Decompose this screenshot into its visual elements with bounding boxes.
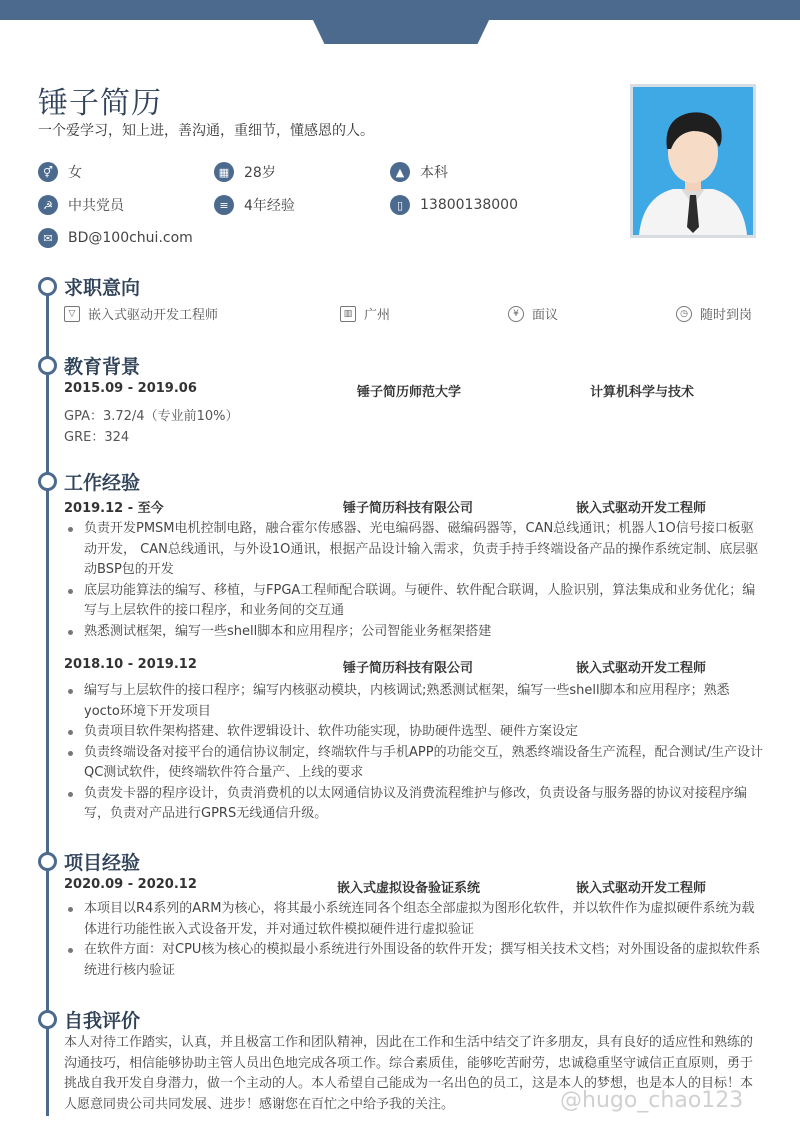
experience-icon: ≡ xyxy=(214,195,234,215)
intent-position xyxy=(64,304,218,323)
timeline-dot xyxy=(38,472,57,491)
section-title-project: 项目经验 xyxy=(64,852,141,874)
self-evaluation: 本人对待工作踏实，认真，并且极富工作和团队精神，因此在工作和生活中结交了许多朋友，具有良好的适应性和熟练的沟通技巧，相信能够协助主管人员出色地完成各项工作。综合素质佳，能够吃苦耐劳，忠诚稳重坚守诚信正直原则，勇于挑战自我开发自身潜力，做一个主动的人。本人希望自己能成为一名出色的员工，这是本人的梦想，也是本人的目标！本人愿意同贵公司共同发展、进步！感谢您在百忙之中给予我的关注。 xyxy=(64,1035,754,1112)
work-company: 锤子简历科技有限公司 xyxy=(343,501,474,516)
work-period: 2019.12 - 至今 xyxy=(64,501,164,516)
list-item: 负责项目软件架构搭建、软件逻辑设计、软件功能实现，协助硬件选型、硬件方案设定 xyxy=(64,722,764,743)
project-name: 嵌入式虚拟设备验证系统 xyxy=(337,881,481,896)
timeline-dot xyxy=(38,1010,57,1029)
info-gender xyxy=(38,162,82,182)
email-icon: ✉ xyxy=(38,228,58,248)
list-item: 负责终端设备对接平台的通信协议制定，终端软件与手机APP的功能交互，熟悉终端设备生产流程，配合测试/生产设计QC测试软件，使终端软件符合量产、上线的要求 xyxy=(64,743,764,784)
intent-salary xyxy=(508,304,558,323)
edu-school: 锤子简历师范大学 xyxy=(357,385,462,400)
top-bar xyxy=(0,0,800,20)
work-bullets xyxy=(64,519,764,642)
experience-text: 4年经验 xyxy=(244,198,295,214)
edu-gre: GRE：324 xyxy=(64,430,130,445)
degree-text: 本科 xyxy=(420,165,448,181)
timeline-dot xyxy=(38,356,57,375)
section-title-intent: 求职意向 xyxy=(64,277,141,299)
intent-availability xyxy=(676,304,752,323)
tie-icon: ▽ xyxy=(64,306,80,322)
age-icon: ▦ xyxy=(214,162,234,182)
intent-position-text: 嵌入式驱动开发工程师 xyxy=(88,308,219,323)
work-bullets xyxy=(64,681,764,825)
politics-text: 中共党员 xyxy=(68,198,124,214)
edu-period: 2015.09 - 2019.06 xyxy=(64,381,197,396)
phone-text: 13800138000 xyxy=(420,197,518,213)
list-item: 编写与上层软件的接口程序；编写内核驱动模块，内核调试;熟悉测试框架，编写一些shell脚本和应用程序；熟悉yocto环境下开发项目 xyxy=(64,681,764,722)
info-experience xyxy=(214,195,295,215)
info-email[interactable] xyxy=(38,228,193,248)
intent-city xyxy=(340,304,390,323)
list-item: 在软件方面：对CPU核为核心的模拟最小系统进行外围设备的软件开发；撰写相关技术文档；对外围设备的虚拟软件系统进行核内验证 xyxy=(64,940,764,981)
phone-icon: ▯ xyxy=(390,195,410,215)
work-period: 2018.10 - 2019.12 xyxy=(64,657,197,672)
party-icon: ☭ xyxy=(38,195,58,215)
section-title-self: 自我评价 xyxy=(64,1010,141,1032)
intent-salary-text: 面议 xyxy=(532,308,559,323)
gender-icon: ⚥ xyxy=(38,162,58,182)
resume-motto: 一个爱学习，知上进，善沟通，重细节，懂感恩的人。 xyxy=(38,123,374,139)
info-age xyxy=(214,162,276,182)
section-title-work: 工作经验 xyxy=(64,472,141,494)
degree-icon: ▲ xyxy=(390,162,410,182)
info-phone[interactable] xyxy=(390,195,518,215)
top-tab xyxy=(312,18,490,44)
timeline-dot xyxy=(38,852,57,871)
work-title: 嵌入式驱动开发工程师 xyxy=(576,661,707,676)
email-text: BD@100chui.com xyxy=(68,230,193,246)
intent-city-text: 广州 xyxy=(364,308,391,323)
section-title-education: 教育背景 xyxy=(64,356,141,378)
list-item: 底层功能算法的编写、移植，与FPGA工程师配合联调。与硬件、软件配合联调，人脸识别，算法集成和业务优化；编写与上层软件的接口程序，和业务间的交互通 xyxy=(64,581,764,622)
timeline-line xyxy=(46,286,49,1116)
edu-major: 计算机科学与技术 xyxy=(590,385,695,400)
edu-gpa: GPA：3.72/4（专业前10%） xyxy=(64,409,239,424)
info-degree xyxy=(390,162,448,182)
list-item: 熟悉测试框架，编写一些shell脚本和应用程序；公司智能业务框架搭建 xyxy=(64,622,764,643)
work-title: 嵌入式驱动开发工程师 xyxy=(576,501,707,516)
list-item: 负责发卡器的程序设计，负责消费机的以太网通信协议及消费流程维护与修改，负责设备与服务器的协议对接程序编写，负责对产品进行GPRS无线通信升级。 xyxy=(64,784,764,825)
work-company: 锤子简历科技有限公司 xyxy=(343,661,474,676)
timeline-dot xyxy=(38,277,57,296)
project-bullets xyxy=(64,899,764,981)
list-item: 负责开发PMSM电机控制电路，融合霍尔传感器、光电编码器、磁编码器等，CAN总线通讯；机器人1O信号接口板驱动开发， CAN总线通讯，与外设1O通讯，根据产品设计输入需求，负责手持手终端设备产品的操作系统定制、底层驱动BSP包的开发 xyxy=(64,519,764,581)
building-icon: ▥ xyxy=(340,306,356,322)
resume-name: 锤子简历 xyxy=(38,86,162,121)
gender-text: 女 xyxy=(68,165,82,181)
age-text: 28岁 xyxy=(244,165,276,181)
profile-photo xyxy=(630,84,756,238)
project-period: 2020.09 - 2020.12 xyxy=(64,877,197,892)
watermark: @hugo_chao123 xyxy=(560,1088,744,1113)
intent-availability-text: 随时到岗 xyxy=(700,308,753,323)
project-title: 嵌入式驱动开发工程师 xyxy=(576,881,707,896)
info-politics xyxy=(38,195,124,215)
list-item: 本项目以R4系列的ARM为核心，将其最小系统连同各个组态全部虚拟为图形化软件，并以软件作为虚拟硬件系统为载体进行功能性嵌入式设备开发，并对通过软件模拟硬件进行虚拟验证 xyxy=(64,899,764,940)
yen-icon: ¥ xyxy=(508,306,524,322)
clock-icon: ◷ xyxy=(676,306,692,322)
